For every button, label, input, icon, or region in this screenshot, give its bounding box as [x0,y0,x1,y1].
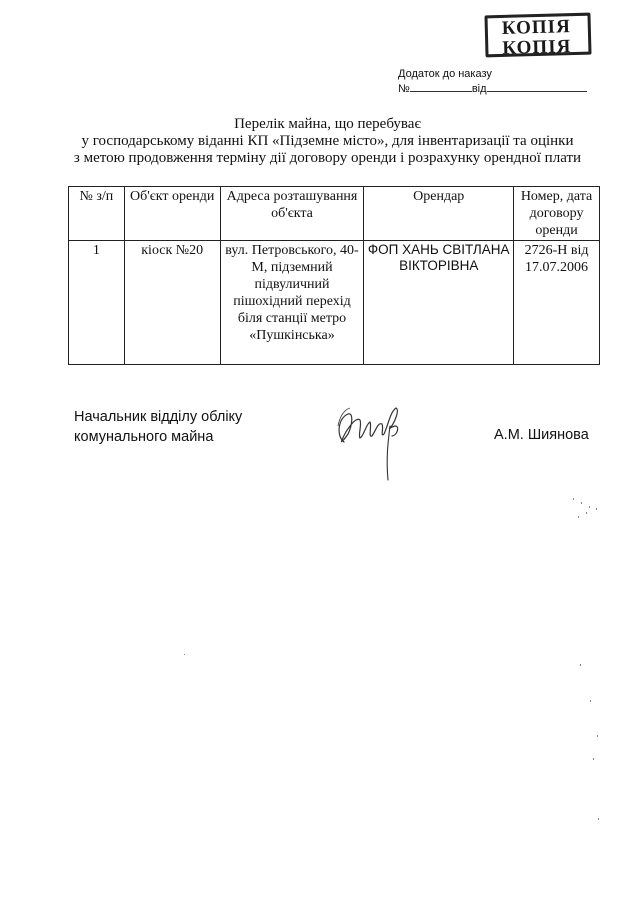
document-title [60,116,595,167]
cell-address: вул. Петровського, 40-М, підземний підвуличний пішохідний перехід біля станції метро «Пушкінська» [220,241,364,365]
cell-contract: 2726-Н від 17.07.2006 [514,241,600,365]
number-blank [410,81,472,92]
handwritten-signature [330,396,410,484]
appendix-number-line [398,81,587,96]
property-table [68,186,600,365]
header-address: Адреса розташування об'єкта [220,187,364,241]
header-num: № з/п [69,187,125,241]
table-header-row [69,187,600,241]
appendix-note [398,68,587,96]
stamp-line-1: КОПІЯ [501,16,572,39]
header-object: Об'єкт оренди [124,187,220,241]
appendix-number-prefix: № [398,83,410,95]
position-line-2: комунального майна [74,429,214,445]
date-blank [487,81,587,92]
header-contract: Номер, дата договору оренди [514,187,600,241]
signatory-name: А.М. Шиянова [494,427,589,443]
cell-tenant: ФОП ХАНЬ СВІТЛАНА ВІКТОРІВНА [364,241,514,365]
appendix-title: Додаток до наказу [398,68,492,80]
title-line-2: у господарському віданні КП «Підземне місто», для інвентаризації та оцінки [81,133,574,149]
position-line-1: Начальник відділу обліку [74,409,243,425]
table-row [69,241,600,365]
signatory-position [74,407,242,447]
stamp-line-2: КОПІЯ [502,36,572,59]
copy-stamp [484,13,591,58]
cell-object: кіоск №20 [124,241,220,365]
appendix-date-prefix: від [471,83,487,95]
title-line-3: з метою продовження терміну дії договору оренди і розрахунку орендної плати [73,150,582,166]
title-line-1: Перелік майна, що перебуває [234,116,421,132]
cell-num: 1 [69,241,125,365]
header-tenant: Орендар [364,187,514,241]
